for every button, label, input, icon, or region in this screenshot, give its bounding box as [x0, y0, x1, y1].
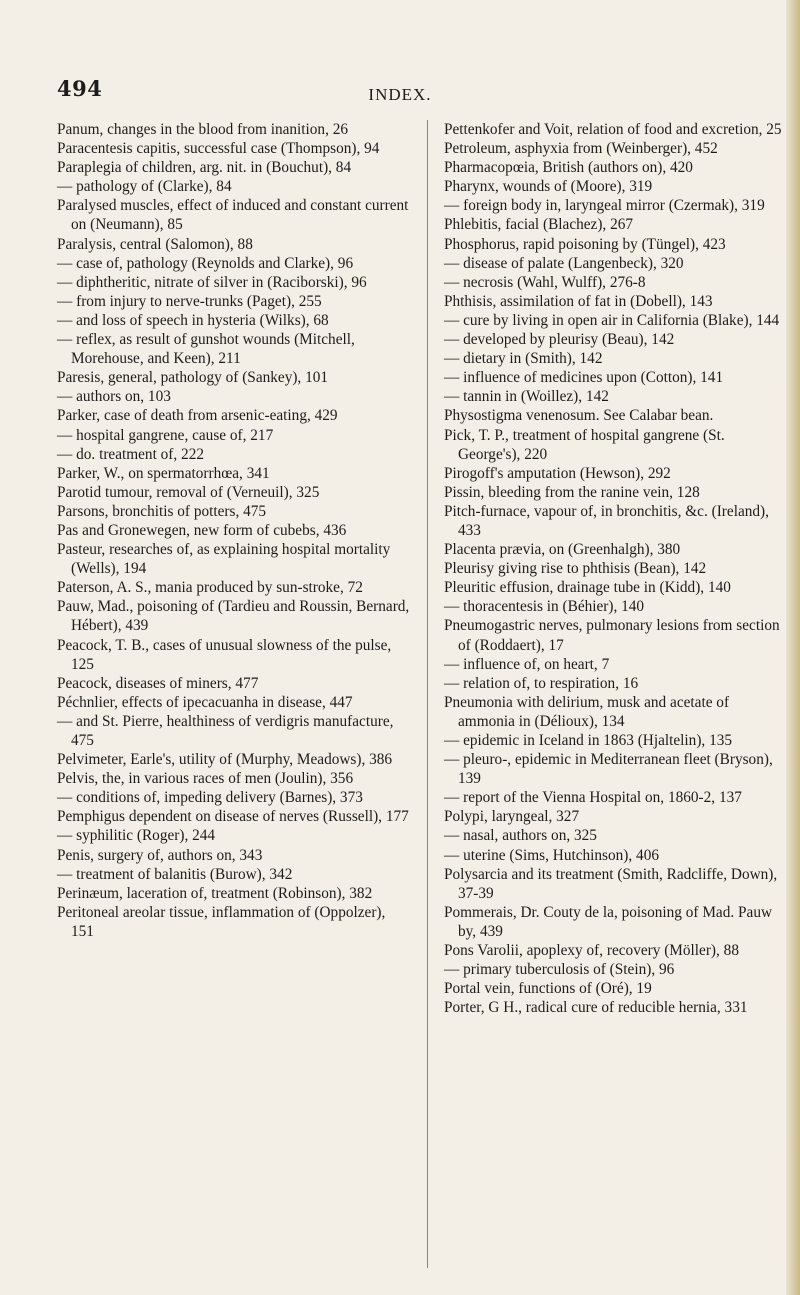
index-entry: Parker, case of death from arsenic-eating, 429 [57, 407, 338, 425]
index-entry: — reflex, as result of gunshot wounds (Mitchell, Morehouse, and Keen), 211 [57, 331, 355, 368]
index-entry: — syphilitic (Roger), 244 [57, 827, 216, 845]
index-entry: — from injury to nerve-trunks (Paget), 255 [57, 292, 322, 310]
index-entry: Porter, G H., radical cure of reducible hernia, 331 [444, 999, 748, 1017]
index-entry: — and loss of speech in hysteria (Wilks), 68 [57, 311, 329, 329]
index-entry: Parsons, bronchitis of potters, 475 [57, 502, 267, 520]
index-entry: — developed by pleurisy (Beau), 142 [444, 331, 675, 349]
index-entry: Placenta prævia, on (Greenhalgh), 380 [444, 541, 681, 559]
index-entry: Pirogoff's amputation (Hewson), 292 [444, 464, 671, 482]
index-entry: Pitch-furnace, vapour of, in bronchitis, &c. (Ireland), 433 [444, 502, 769, 539]
index-entry: Pleuritic effusion, drainage tube in (Kidd), 140 [444, 579, 731, 597]
column-rule [427, 120, 428, 1268]
index-entry: Pons Varolii, apoplexy of, recovery (Möller), 88 [444, 942, 739, 960]
index-entry: Pharynx, wounds of (Moore), 319 [444, 178, 653, 196]
index-entry: — hospital gangrene, cause of, 217 [57, 426, 274, 444]
index-entry: Pleurisy giving rise to phthisis (Bean), 142 [444, 560, 707, 578]
index-entry: — disease of palate (Langenbeck), 320 [444, 254, 684, 272]
index-entry: — pathology of (Clarke), 84 [57, 178, 232, 196]
index-entry: — thoracentesis in (Béhier), 140 [444, 598, 645, 616]
index-entry: — treatment of balanitis (Burow), 342 [57, 865, 293, 883]
index-entry: Pick, T. P., treatment of hospital gangrene (St. George's), 220 [444, 426, 725, 463]
index-entry: Pas and Gronewegen, new form of cubebs, 436 [57, 521, 347, 539]
index-entry: — relation of, to respiration, 16 [444, 674, 639, 692]
index-entry: Petroleum, asphyxia from (Weinberger), 452 [444, 140, 718, 158]
index-entry: Paraplegia of children, arg. nit. in (Bouchut), 84 [57, 159, 352, 177]
index-entry: — epidemic in Iceland in 1863 (Hjaltelin), 135 [444, 732, 733, 749]
index-entry: — do. treatment of, 222 [57, 445, 204, 463]
index-entry: — uterine (Sims, Hutchinson), 406 [444, 846, 659, 864]
index-entry: — influence of, on heart, 7 [444, 655, 610, 673]
index-entry: Pelvimeter, Earle's, utility of (Murphy, Meadows), 386 [57, 751, 393, 769]
index-entry: — primary tuberculosis of (Stein), 96 [444, 961, 675, 979]
index-entry: — cure by living in open air in California (Blake), 144 [444, 311, 780, 329]
index-entry: Pemphigus dependent on disease of nerves (Russell), 177 [57, 808, 409, 826]
index-entry: Pelvis, the, in various races of men (Joulin), 356 [57, 770, 354, 788]
index-entry: Panum, changes in the blood from inanition, 26 [57, 121, 349, 138]
index-entry: Paralysis, central (Salomon), 88 [57, 235, 253, 253]
index-entry: Parker, W., on spermatorrhœa, 341 [57, 464, 270, 482]
index-entry: Physostigma venenosum. See Calabar bean. [444, 407, 714, 425]
index-entry: — authors on, 103 [57, 388, 171, 406]
index-entry: Pommerais, Dr. Couty de la, poisoning of Mad. Pauw by, 439 [444, 903, 773, 940]
index-entry: — diphtheritic, nitrate of silver in (Raciborski), 96 [57, 273, 367, 291]
index-entry: Péchnlier, effects of ipecacuanha in disease, 447 [57, 693, 353, 711]
index-entry: — and St. Pierre, healthiness of verdigris manufacture, 475 [57, 712, 394, 749]
index-entry: Pettenkofer and Voit, relation of food and excretion, 25 [444, 121, 782, 138]
index-entry: Polysarcia and its treatment (Smith, Radcliffe, Down), 37-39 [444, 865, 778, 902]
index-entry: — conditions of, impeding delivery (Barnes), 373 [57, 789, 363, 807]
index-entry: Pauw, Mad., poisoning of (Tardieu and Roussin, Bernard, Hébert), 439 [57, 598, 410, 635]
index-entry: Paresis, general, pathology of (Sankey), 101 [57, 369, 329, 387]
index-entry: Paracentesis capitis, successful case (Thompson), 94 [57, 140, 380, 158]
right-column [444, 120, 787, 1017]
index-entry: — pleuro-, epidemic in Mediterranean fleet (Bryson), 139 [444, 751, 773, 788]
index-entry: Perinæum, laceration of, treatment (Robinson), 382 [57, 884, 373, 902]
index-entry: Peacock, diseases of miners, 477 [57, 674, 259, 692]
index-entry: Penis, surgery of, authors on, 343 [57, 846, 263, 864]
index-entry: Phosphorus, rapid poisoning by (Tüngel), 423 [444, 235, 726, 253]
index-entry: — tannin in (Woillez), 142 [444, 388, 609, 406]
left-column [57, 120, 412, 941]
index-entry: — foreign body in, laryngeal mirror (Czermak), 319 [444, 197, 765, 215]
index-entry: Paterson, A. S., mania produced by sun-stroke, 72 [57, 579, 363, 597]
index-entry: — report of the Vienna Hospital on, 1860-2, 137 [444, 789, 742, 807]
index-entry: Portal vein, functions of (Oré), 19 [444, 980, 652, 998]
page-edge [786, 0, 800, 1295]
index-entry: — dietary in (Smith), 142 [444, 350, 603, 368]
index-entry: Peritoneal areolar tissue, inflammation of (Oppolzer), 151 [57, 903, 386, 940]
index-entry: Phlebitis, facial (Blachez), 267 [444, 216, 634, 234]
index-entry: Peacock, T. B., cases of unusual slowness of the pulse, 125 [57, 636, 392, 673]
index-entry: Polypi, laryngeal, 327 [444, 808, 580, 826]
index-entry: — nasal, authors on, 325 [444, 827, 597, 845]
index-entry: Parotid tumour, removal of (Verneuil), 325 [57, 483, 320, 501]
index-entry: Pneumonia with delirium, musk and acetate of ammonia in (Délioux), 134 [444, 693, 730, 730]
index-entry: Paralysed muscles, effect of induced and constant current on (Neumann), 85 [57, 197, 409, 234]
index-entry: — necrosis (Wahl, Wulff), 276-8 [444, 273, 646, 291]
index-entry: Pissin, bleeding from the ranine vein, 128 [444, 483, 700, 501]
index-entry: Pasteur, researches of, as explaining hospital mortality (Wells), 194 [57, 541, 391, 578]
running-head: INDEX. [368, 85, 432, 104]
index-entry: — case of, pathology (Reynolds and Clarke), 96 [57, 254, 354, 272]
index-entry: — influence of medicines upon (Cotton), 141 [444, 369, 724, 387]
index-entry: Pharmacopœia, British (authors on), 420 [444, 159, 693, 177]
page-number: 494 [57, 76, 103, 101]
index-entry: Pneumogastric nerves, pulmonary lesions from section of (Roddaert), 17 [444, 617, 780, 654]
index-entry: Phthisis, assimilation of fat in (Dobell), 143 [444, 292, 713, 310]
